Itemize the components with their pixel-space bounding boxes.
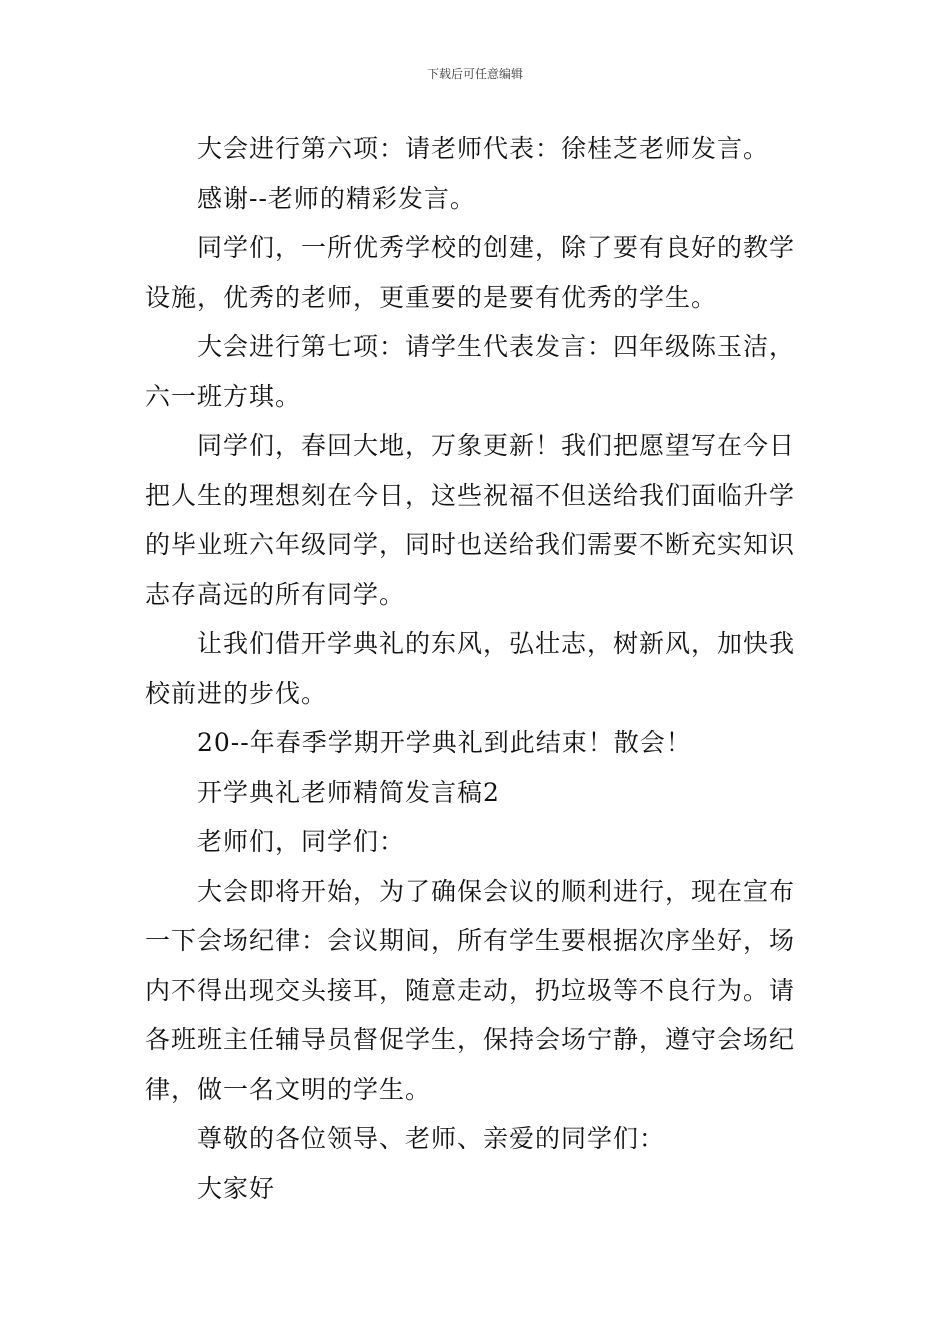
- document-body: [145, 124, 810, 1213]
- paragraph: 同学们，春回大地，万象更新！我们把愿望写在今日把人生的理想刻在今日，这些祝福不但送给我们面临升学的毕业班六年级同学，同时也送给我们需要不断充实知识志存高远的所有同学。: [145, 431, 796, 609]
- paragraph: 大会进行第七项：请学生代表发言：四年级陈玉洁，六一班方琪。: [145, 332, 796, 411]
- paragraph: 同学们，一所优秀学校的创建，除了要有良好的教学设施，优秀的老师，更重要的是要有优秀的学生。: [145, 233, 796, 312]
- salutation: 尊敬的各位领导、老师、亲爱的同学们：: [197, 1124, 666, 1153]
- section-title: 开学典礼老师精简发言稿2: [197, 777, 500, 807]
- page-header-note: 下载后可任意编辑: [426, 67, 523, 81]
- paragraph: 感谢--老师的精彩发言。: [197, 183, 476, 213]
- paragraph: 20--年春季学期开学典礼到此结束！散会！: [197, 728, 692, 757]
- salutation: 老师们，同学们：: [197, 827, 406, 856]
- paragraph: 大会即将开始，为了确保会议的顺利进行，现在宣布一下会场纪律：会议期间，所有学生要根据次序坐好，场内不得出现交头接耳，随意走动，扔垃圾等不良行为。请各班班主任辅导员督促学生，保持会场宁静，遵守会场纪律，做一名文明的学生。: [145, 876, 796, 1104]
- paragraph: 让我们借开学典礼的东风，弘壮志，树新风，加快我校前进的步伐。: [145, 629, 796, 708]
- greeting: 大家好: [197, 1173, 276, 1203]
- paragraph: 大会进行第六项：请老师代表：徐桂芝老师发言。: [197, 134, 770, 163]
